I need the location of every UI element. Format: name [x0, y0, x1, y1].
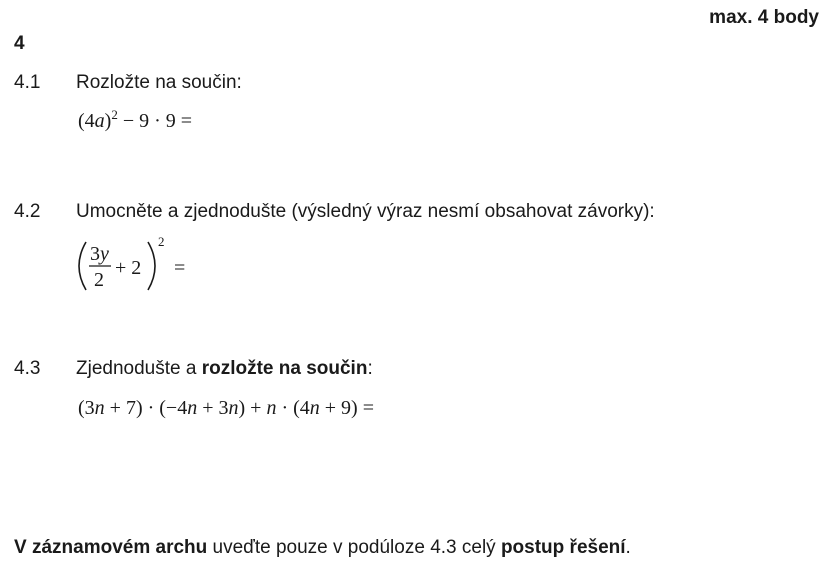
expression-4-2 [66, 232, 206, 296]
left-paren [79, 242, 86, 290]
task-number: 4 [14, 33, 25, 54]
fraction-denominator: 2 [94, 269, 104, 291]
max-points-label: max. 4 body [709, 7, 819, 28]
exponent: 2 [158, 234, 165, 249]
subtask-number-4-1: 4.1 [14, 72, 41, 93]
subtask-prompt-4-3: Zjednodušte a rozložte na součin: [76, 358, 373, 379]
subtask-prompt-4-2: Umocněte a zjednodušte (výsledný výraz nesmí obsahovat závorky): [76, 201, 655, 222]
subtask-number-4-2: 4.2 [14, 201, 41, 222]
right-paren [148, 242, 155, 290]
expression-4-3: (3n + 7) · (−4n + 3n) + n · (4n + 9) = [78, 397, 374, 419]
subtask-number-4-3: 4.3 [14, 358, 41, 379]
plus-term: + 2 [115, 257, 142, 279]
expression-4-1: $(4a)^2 - 9 \cdot 9$ = [78, 107, 193, 132]
fraction-numerator: 3y [90, 243, 109, 265]
subtask-prompt-4-1: Rozložte na součin: [76, 72, 242, 93]
equals-sign: = [174, 257, 186, 279]
footer-instruction: V záznamovém archu uveďte pouze v podúloze 4.3 celý postup řešení. [14, 537, 631, 558]
